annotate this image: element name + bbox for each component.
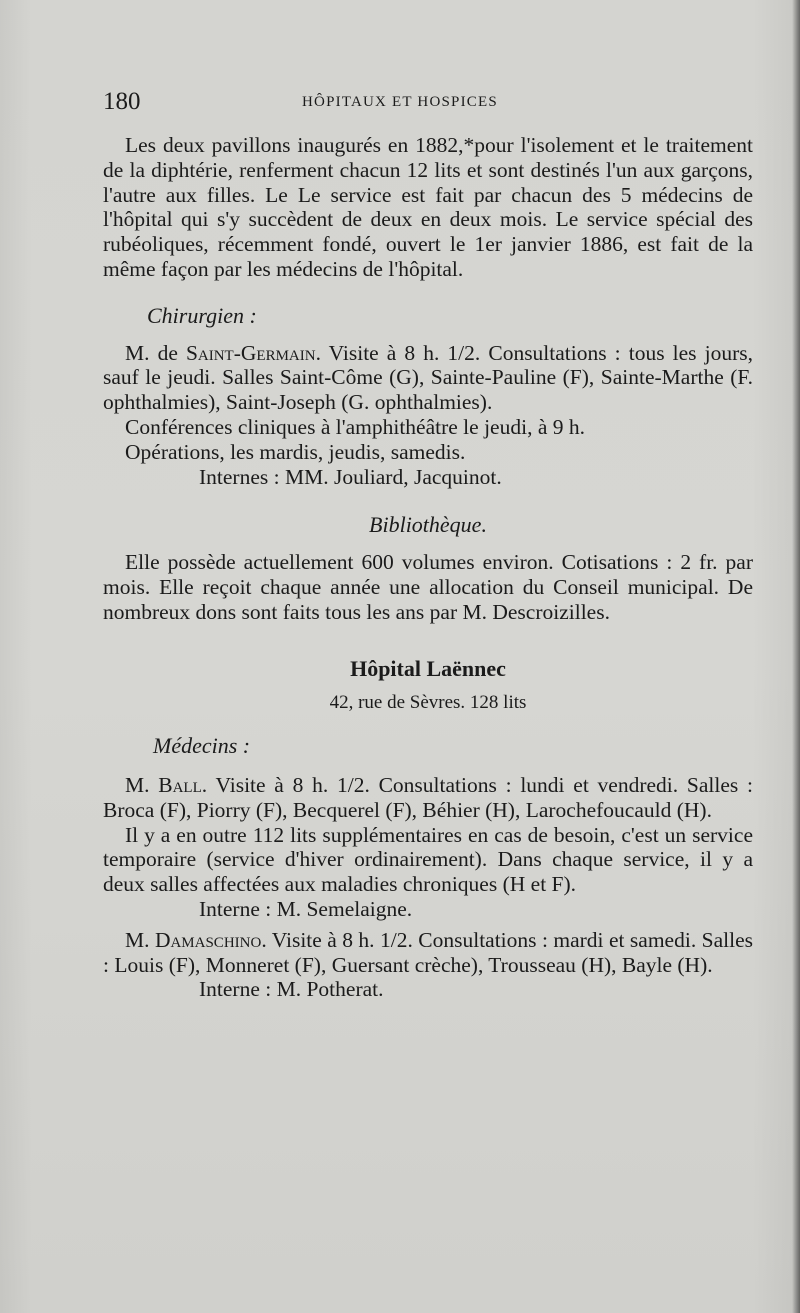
bibliotheque-heading: Bibliothèque. xyxy=(369,512,487,538)
damaschino-name: Damaschino xyxy=(154,927,262,952)
laennec-title: Hôpital Laënnec xyxy=(350,655,506,681)
page-body xyxy=(103,133,753,1002)
page-number: 180 xyxy=(103,88,141,115)
diphterie-paragraph: Les deux pavillons inaugurés en 1882,*pour l'isolement et le traitement de la diphtérie, renferment chacun 12 lits et sont destinés l'un aux garçons, l'autre aux filles. Le Le service est fait par chacun des 5 médecins de l'hôpital qui s'y succèdent de deux en deux mois. Le service spécial des rubéoliques, récemment fondé, ouvert le 1er janvier 1886, est fait de la même façon par les médecins de l'hôpital. xyxy=(103,133,753,281)
operations-line: Opérations, les mardis, jeudis, samedis. xyxy=(125,439,466,464)
damaschino-paragraph xyxy=(103,928,753,978)
chirurgien-details: . Visite à 8 h. 1/2. Consultations : tous les jours, sauf le jeudi. Salles Saint-Côme (G), Sainte-Pauline (F), Sainte-Marthe (F. ophthalmies), Saint-Joseph (G. ophthalmies). xyxy=(103,340,753,415)
chirurgien-internes: Internes : MM. Jouliard, Jacquinot. xyxy=(199,464,502,489)
conferences-line: Conférences cliniques à l'amphithéâtre le jeudi, à 9 h. xyxy=(125,414,585,439)
supplement-paragraph: Il y a en outre 112 lits supplémentaires en cas de besoin, c'est un service temporaire (service d'hiver ordinairement). Dans chaque service, il y a deux salles affectées aux maladies chroniques (H et F). xyxy=(103,822,753,897)
page-edge-shadow xyxy=(792,0,800,1313)
ball-prefix: M. xyxy=(125,772,159,797)
medecins-heading: Médecins : xyxy=(153,733,251,759)
ball-details: . Visite à 8 h. 1/2. Consultations : lundi et vendredi. Salles : Broca (F), Piorry (F), Becquerel (F), Béhier (H), Larochefoucauld (H). xyxy=(103,772,753,822)
page-header xyxy=(103,88,763,124)
damaschino-details: . Visite à 8 h. 1/2. Consultations : mardi et samedi. Salles : Louis (F), Monneret (F), Guersant crèche), Trousseau (H), Bayle (H). xyxy=(103,927,753,977)
ball-interne: Interne : M. Semelaigne. xyxy=(199,896,413,921)
bibliotheque-paragraph: Elle possède actuellement 600 volumes environ. Cotisations : 2 fr. par mois. Elle reçoit chaque année une allocation du Conseil municipal. De nombreux dons sont faits tous les ans par M. Descroizilles. xyxy=(103,550,753,624)
ball-name: Ball xyxy=(158,772,202,797)
running-head: HÔPITAUX ET HOSPICES xyxy=(302,94,498,110)
laennec-address: 42, rue de Sèvres. 128 lits xyxy=(329,692,527,714)
chirurgien-heading: Chirurgien : xyxy=(147,302,257,328)
damaschino-interne: Interne : M. Potherat. xyxy=(199,977,384,1002)
chirurgien-prefix: M. de xyxy=(125,340,186,365)
chirurgien-name: Saint-Germain xyxy=(185,340,316,365)
ball-paragraph xyxy=(103,773,753,823)
chirurgien-paragraph xyxy=(103,341,753,415)
damaschino-prefix: M. xyxy=(125,927,155,952)
